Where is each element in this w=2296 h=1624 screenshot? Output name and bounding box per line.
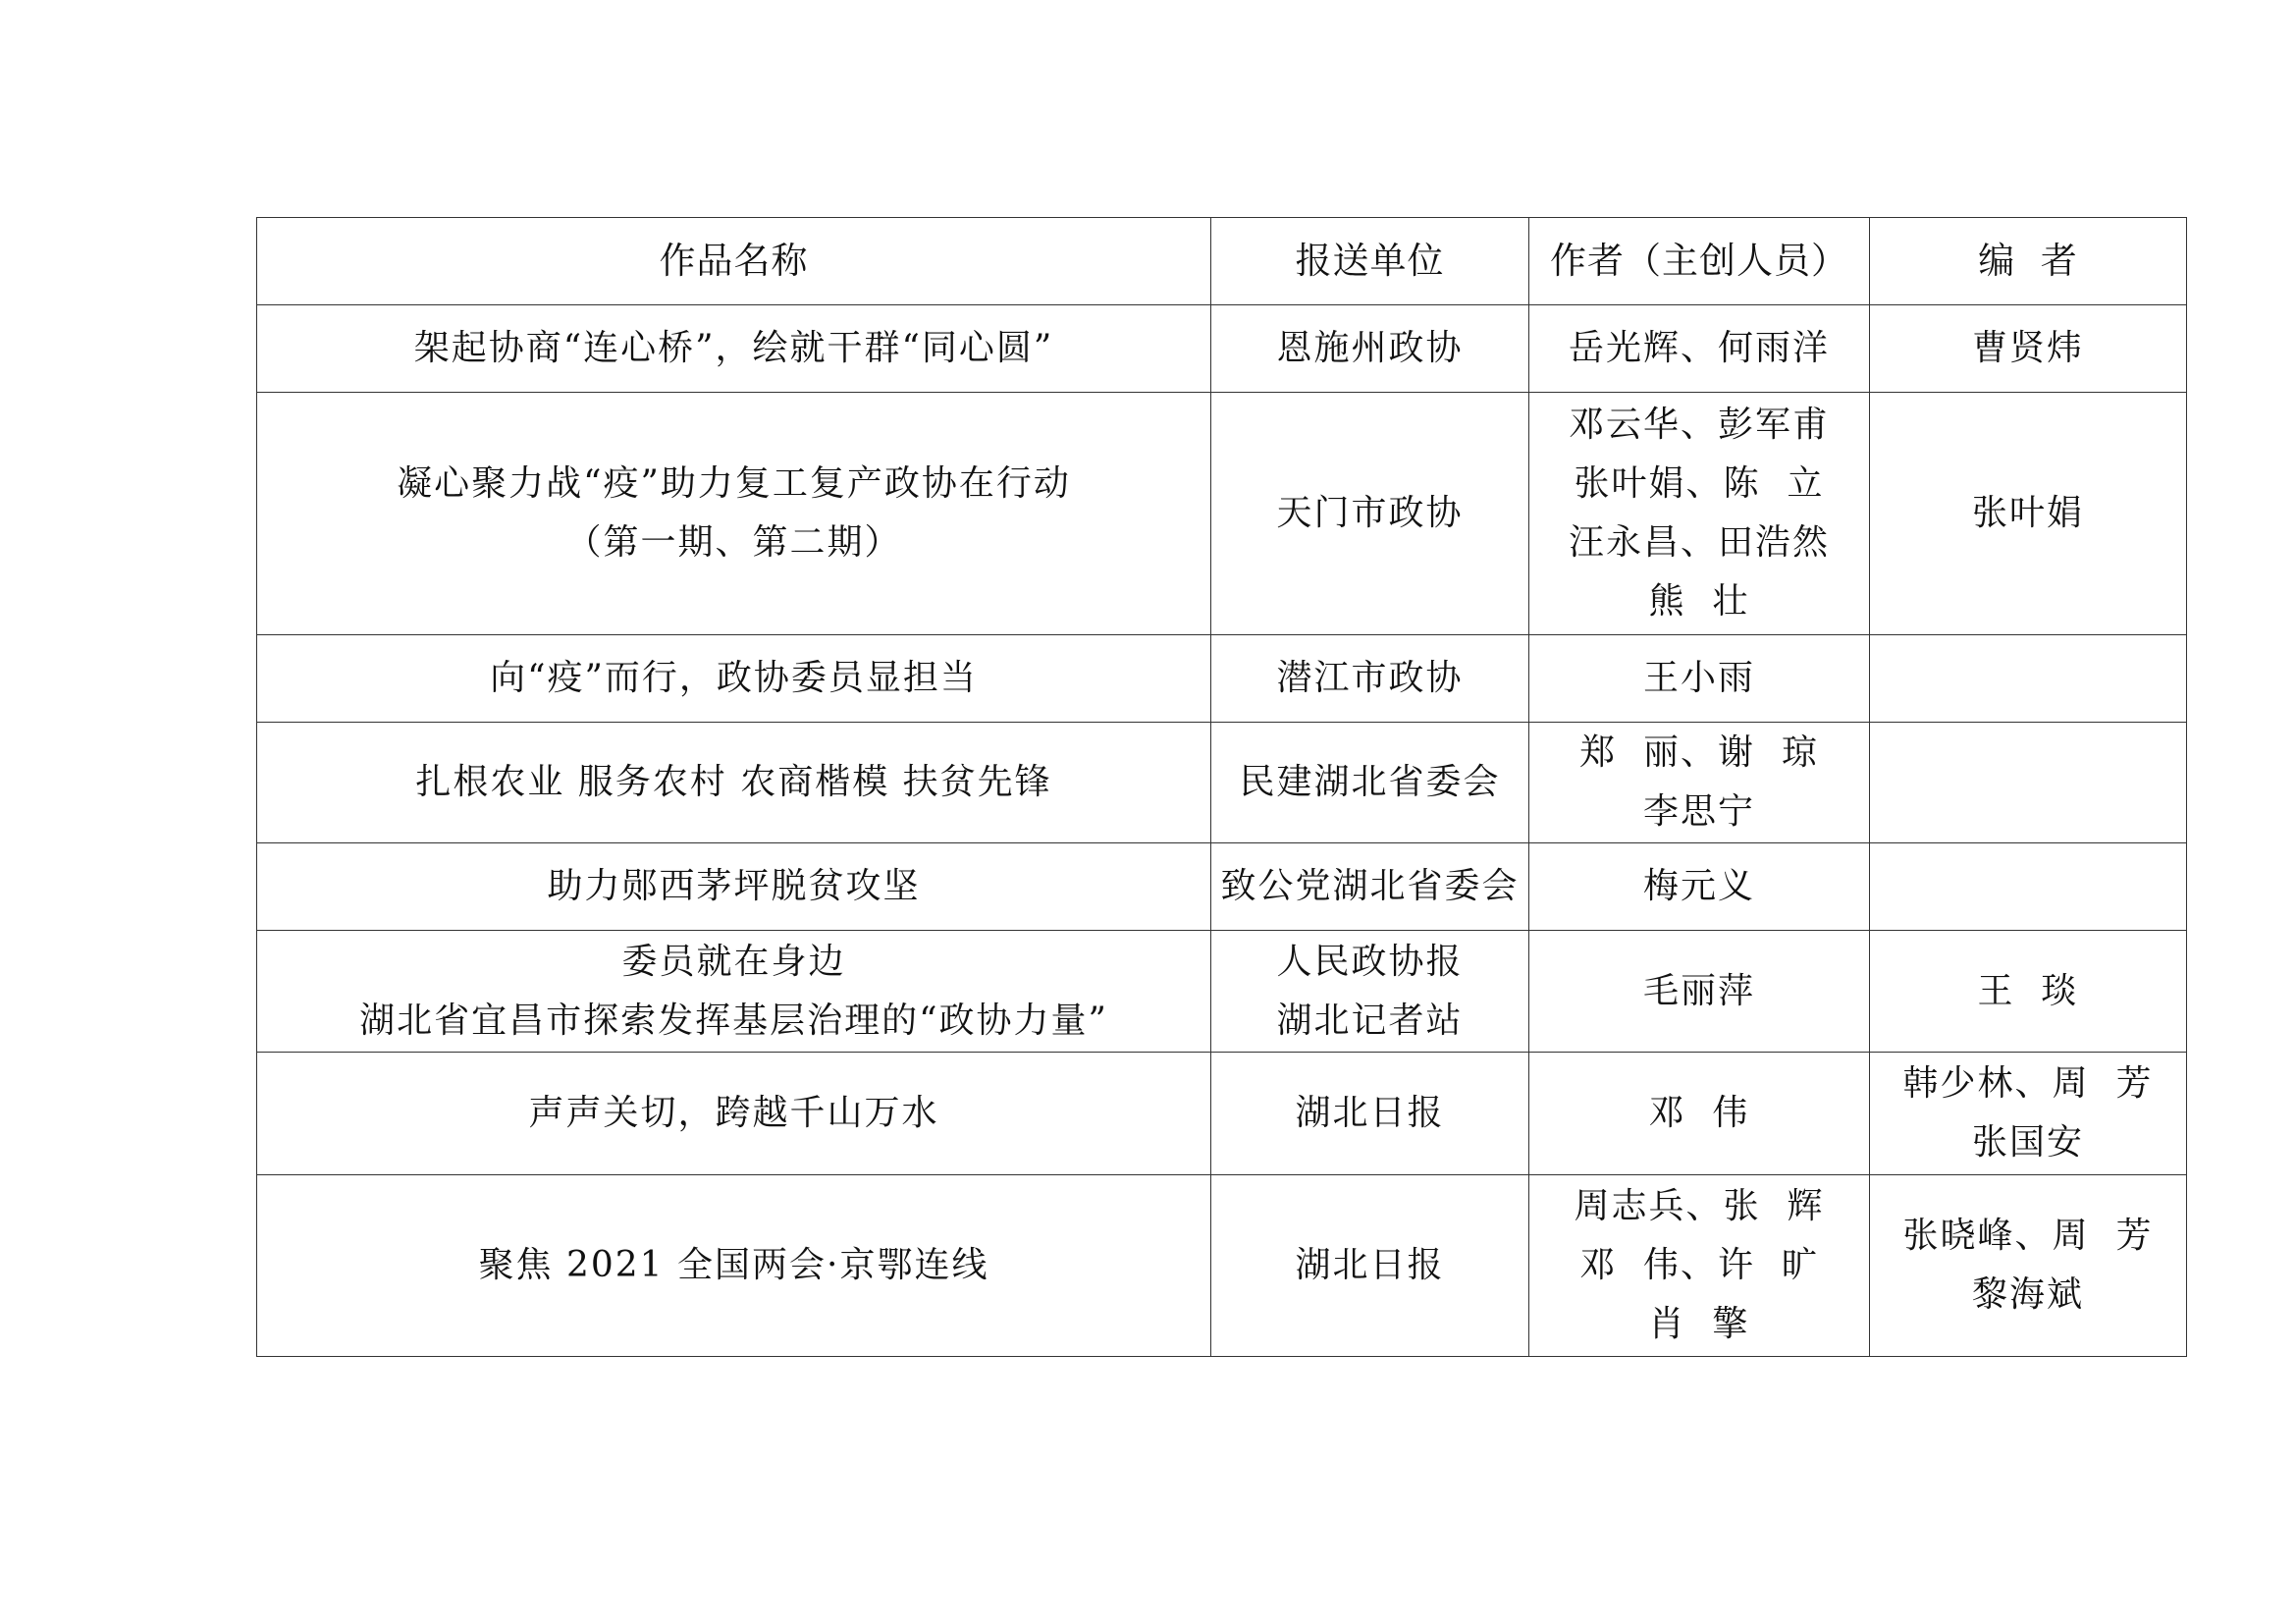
title-line: 助力郧西茅坪脱贫攻坚 [547,866,921,906]
cell-editor [1870,843,2187,931]
cell-author [1529,635,1870,723]
author-name: 许 旷 [1718,1245,1819,1285]
author-name: 周志兵 [1574,1186,1686,1226]
author-name: 梅元义 [1642,866,1755,906]
cell-title [257,843,1211,931]
cell-author [1529,723,1870,843]
author-line [1529,514,1869,572]
cell-editor [1870,393,2187,635]
author-name: 王小雨 [1642,658,1755,698]
cell-editor [1870,305,2187,393]
cell-title [257,723,1211,843]
cell-title [257,1175,1211,1357]
cell-editor [1870,1053,2187,1175]
title-line: 委员就在身边 [621,941,846,982]
editor-line [1870,1055,2186,1113]
cell-unit [1211,305,1529,393]
author-name: 李思宁 [1642,791,1755,832]
header-title: 作品名称 [257,218,1211,305]
cell-author [1529,305,1870,393]
header-unit: 报送单位 [1211,218,1529,305]
author-line [1529,857,1869,916]
author-name: 岳光辉 [1568,328,1681,368]
name-separator: 、 [1680,328,1718,368]
award-list-table [256,217,2187,1357]
name-separator: 、 [1680,522,1718,563]
editor-line [1870,1207,2186,1266]
author-line [1529,572,1869,631]
cell-title [257,393,1211,635]
cell-unit [1211,635,1529,723]
editor-name: 张晓峰 [1902,1216,2015,1256]
author-line [1529,319,1869,378]
table-header-row [257,218,2187,305]
title-line: 向“疫”而行，政协委员显担当 [490,658,978,698]
author-line [1529,962,1869,1021]
author-line [1529,1236,1869,1295]
author-name: 何雨洋 [1718,328,1831,368]
cell-author [1529,393,1870,635]
editor-name: 张叶娟 [1971,493,2084,533]
name-separator: 、 [2014,1063,2053,1104]
author-line [1529,783,1869,841]
table-row [257,1175,2187,1357]
author-line [1529,455,1869,514]
header-editor: 编 者 [1870,218,2187,305]
editor-name: 曹贤炜 [1971,328,2084,368]
author-name: 肖 擎 [1648,1304,1750,1344]
author-name: 张 辉 [1723,1186,1825,1226]
header-author: 作者（主创人员） [1529,218,1870,305]
author-line [1529,724,1869,783]
author-name: 邓 伟 [1579,1245,1681,1285]
editor-line [1870,1113,2186,1172]
author-name: 郑 丽 [1579,732,1681,773]
name-separator: 、 [1680,1245,1718,1285]
cell-author [1529,843,1870,931]
author-name: 陈 立 [1723,463,1825,504]
table-row [257,723,2187,843]
author-name: 张叶娟 [1574,463,1686,504]
cell-editor [1870,635,2187,723]
cell-unit [1211,393,1529,635]
author-line [1529,396,1869,455]
title-line: 扎根农业 服务农村 农商楷模 扶贫先锋 [415,762,1052,802]
author-name: 汪永昌 [1568,522,1681,563]
name-separator: 、 [1685,463,1724,504]
cell-unit [1211,931,1529,1053]
author-line [1529,1084,1869,1143]
editor-line [1870,962,2186,1021]
unit-line: 潜江市政协 [1276,658,1464,698]
title-line: 架起协商“连心桥”，绘就干群“同心圆” [413,328,1054,368]
cell-title [257,305,1211,393]
unit-line: 湖北日报 [1295,1245,1445,1285]
cell-editor [1870,723,2187,843]
table-body [257,305,2187,1357]
author-line [1529,1177,1869,1236]
cell-title [257,1053,1211,1175]
name-separator: 、 [1685,1186,1724,1226]
cell-unit [1211,1175,1529,1357]
author-name: 毛丽萍 [1642,970,1755,1011]
author-name: 田浩然 [1718,522,1831,563]
cell-editor [1870,931,2187,1053]
unit-line: 民建湖北省委会 [1239,762,1501,802]
author-name: 邓 伟 [1648,1093,1750,1133]
author-line [1529,649,1869,708]
editor-name: 周 芳 [2052,1216,2154,1256]
title-line: （第一期、第二期） [565,522,902,563]
title-line: 聚焦 2021 全国两会·京鄂连线 [478,1245,989,1285]
unit-line: 恩施州政协 [1276,328,1464,368]
cell-unit [1211,1053,1529,1175]
cell-author [1529,1175,1870,1357]
author-name: 邓云华 [1568,405,1681,445]
cell-author [1529,1053,1870,1175]
editor-name: 韩少林 [1902,1063,2015,1104]
editor-name: 周 芳 [2052,1063,2154,1104]
cell-title [257,635,1211,723]
cell-author [1529,931,1870,1053]
name-separator: 、 [1680,732,1718,773]
unit-line: 人民政协报 [1276,941,1464,982]
unit-line: 湖北记者站 [1276,1000,1464,1041]
editor-line [1870,319,2186,378]
name-separator: 、 [1680,405,1718,445]
unit-line: 天门市政协 [1276,493,1464,533]
editor-name: 王 琰 [1977,970,2079,1011]
title-line: 湖北省宜昌市探索发挥基层治理的“政协力量” [359,1000,1108,1041]
unit-line: 湖北日报 [1295,1093,1445,1133]
table-row [257,305,2187,393]
unit-line: 致公党湖北省委会 [1220,866,1520,906]
author-line [1529,1295,1869,1354]
editor-name: 黎海斌 [1971,1274,2084,1315]
cell-title [257,931,1211,1053]
author-name: 谢 琼 [1718,732,1819,773]
title-line: 声声关切，跨越千山万水 [528,1093,939,1133]
table-row [257,1053,2187,1175]
title-line: 凝心聚力战“疫”助力复工复产政协在行动 [397,463,1071,504]
editor-line [1870,1266,2186,1325]
editor-name: 张国安 [1971,1122,2084,1163]
cell-editor [1870,1175,2187,1357]
cell-unit [1211,723,1529,843]
table-row [257,931,2187,1053]
author-name: 熊 壮 [1648,581,1750,622]
table-row [257,843,2187,931]
name-separator: 、 [2014,1216,2053,1256]
editor-line [1870,484,2186,543]
cell-unit [1211,843,1529,931]
table-row [257,393,2187,635]
table-row [257,635,2187,723]
author-name: 彭军甫 [1718,405,1831,445]
